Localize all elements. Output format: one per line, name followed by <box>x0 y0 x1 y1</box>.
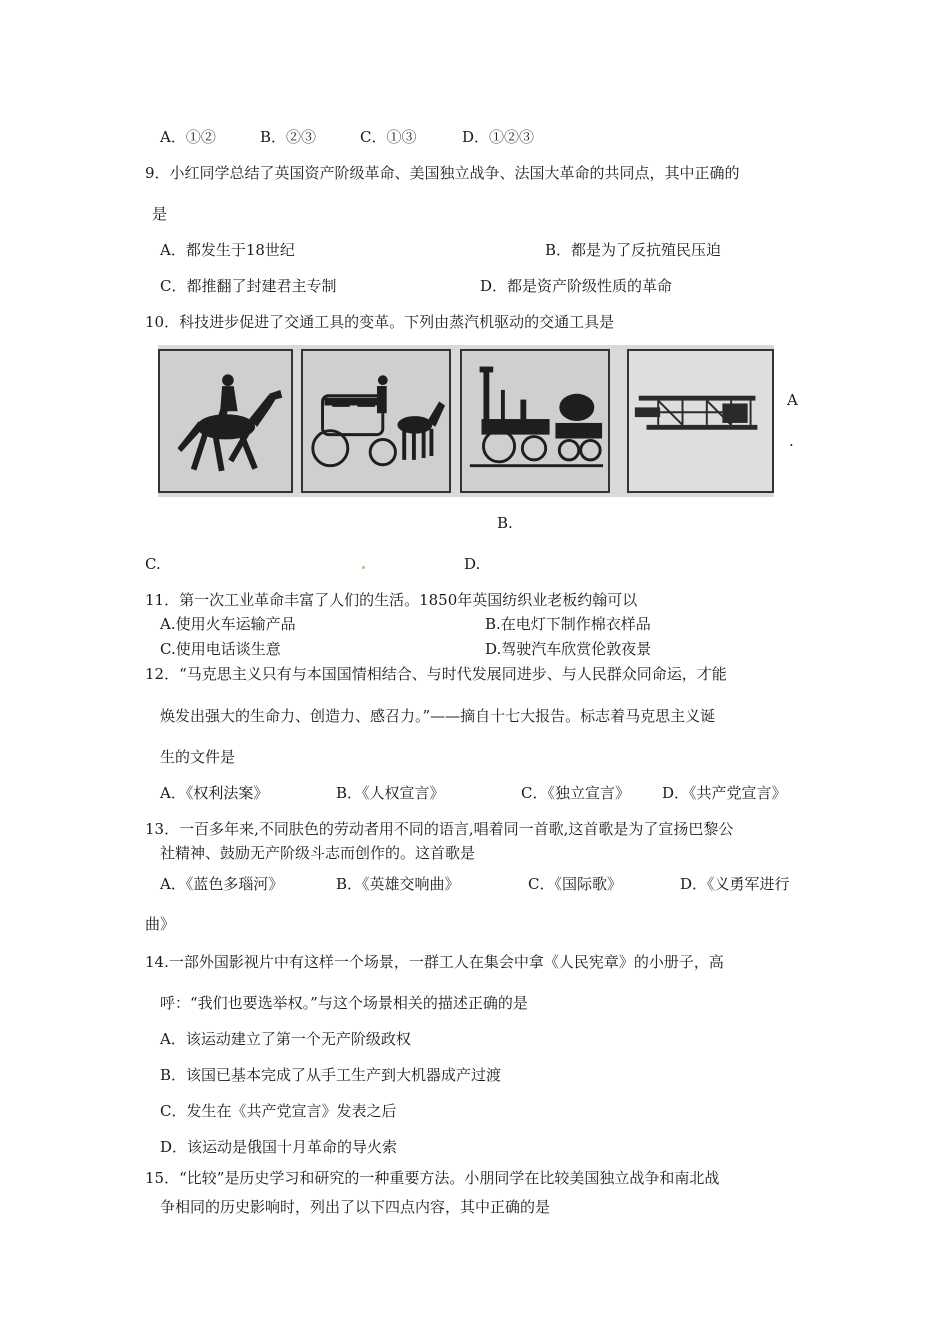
q12-stem-line2: 焕发出强大的生命力、创造力、感召力。”——摘自十七大报告。标志着马克思主义诞 <box>160 707 716 725</box>
q8-option-d: D．①②③ <box>462 128 535 146</box>
q9-option-d: D．都是资产阶级性质的革命 <box>480 277 673 295</box>
q11-option-c: C.使用电话谈生意 <box>160 640 281 658</box>
q14-option-d: D．该运动是俄国十月革命的导火索 <box>160 1138 398 1156</box>
horse-rider-icon <box>160 351 291 491</box>
q14-option-a: A．该运动建立了第一个无产阶级政权 <box>160 1030 411 1048</box>
q13-option-b: B．《英雄交响曲》 <box>336 875 460 893</box>
transport-image-strip <box>158 345 774 497</box>
q13-option-d: D．《义勇军进行 <box>680 875 790 893</box>
q14-stem-line1: 14.一部外国影视片中有这样一个场景，一群工人在集会中拿《人民宪章》的小册子，高 <box>145 953 724 971</box>
early-airplane-image <box>627 349 774 493</box>
q11-option-a: A.使用火车运输产品 <box>160 615 296 633</box>
q14-option-c: C．发生在《共产党宣言》发表之后 <box>160 1102 397 1120</box>
q10-label-c: C. <box>145 555 161 573</box>
horse-carriage-icon <box>303 351 449 491</box>
q12-option-d: D．《共产党宣言》 <box>662 784 787 802</box>
q10-label-a: A <box>787 391 798 409</box>
horse-rider-image <box>158 349 293 493</box>
q9-option-b: B．都是为了反抗殖民压迫 <box>545 241 722 259</box>
q14-stem-line2: 呼：“我们也要选举权。”与这个场景相关的描述正确的是 <box>160 994 528 1012</box>
q10-label-a-dot: . <box>789 432 794 450</box>
q8-option-a: A．①② <box>160 128 216 146</box>
airplane-icon <box>629 351 772 491</box>
q11-option-b: B.在电灯下制作棉衣样品 <box>485 615 651 633</box>
steam-locomotive-image <box>460 349 610 493</box>
scan-speck <box>362 566 365 569</box>
q9-stem-line2: 是 <box>152 205 168 223</box>
q13-stem-line2: 社精神、鼓励无产阶级斗志而创作的。这首歌是 <box>160 844 476 862</box>
q12-option-b: B．《人权宣言》 <box>336 784 445 802</box>
q12-option-c: C．《独立宣言》 <box>521 784 630 802</box>
q11-stem: 11．第一次工业革命丰富了人们的生活。1850年英国纺织业老板约翰可以 <box>145 591 638 609</box>
q12-option-a: A．《权利法案》 <box>160 784 269 802</box>
q12-stem-line3: 生的文件是 <box>160 748 236 766</box>
q8-option-c: C．①③ <box>360 128 417 146</box>
q14-option-b: B．该国已基本完成了从手工生产到大机器成产过渡 <box>160 1066 502 1084</box>
q13-stem-line1: 13．一百多年来,不同肤色的劳动者用不同的语言,唱着同一首歌,这首歌是为了宣扬巴黎公 <box>145 820 734 838</box>
q10-stem: 10．科技进步促进了交通工具的变革。下列由蒸汽机驱动的交通工具是 <box>145 313 615 331</box>
q10-label-d: D. <box>464 555 481 573</box>
q11-option-d: D.驾驶汽车欣赏伦敦夜景 <box>485 640 652 658</box>
steam-locomotive-icon <box>462 351 608 491</box>
q13-option-d-cont: 曲》 <box>145 915 176 933</box>
q13-option-a: A．《蓝色多瑙河》 <box>160 875 284 893</box>
q15-stem-line1: 15．“比较”是历史学习和研究的一种重要方法。小朋同学在比较美国独立战争和南北战 <box>145 1169 720 1187</box>
q13-option-c: C．《国际歌》 <box>528 875 622 893</box>
q12-stem-line1: 12．“马克思主义只有与本国国情相结合、与时代发展同进步、与人民群众同命运，才能 <box>145 665 727 683</box>
q10-label-b: B. <box>497 514 513 532</box>
q9-option-a: A．都发生于18世纪 <box>160 241 295 259</box>
q9-option-c: C．都推翻了封建君主专制 <box>160 277 337 295</box>
horse-carriage-image <box>301 349 451 493</box>
q8-option-b: B．②③ <box>260 128 317 146</box>
q9-stem-line1: 9．小红同学总结了英国资产阶级革命、美国独立战争、法国大革命的共同点，其中正确的 <box>145 164 740 182</box>
q15-stem-line2: 争相同的历史影响时，列出了以下四点内容，其中正确的是 <box>160 1198 551 1216</box>
